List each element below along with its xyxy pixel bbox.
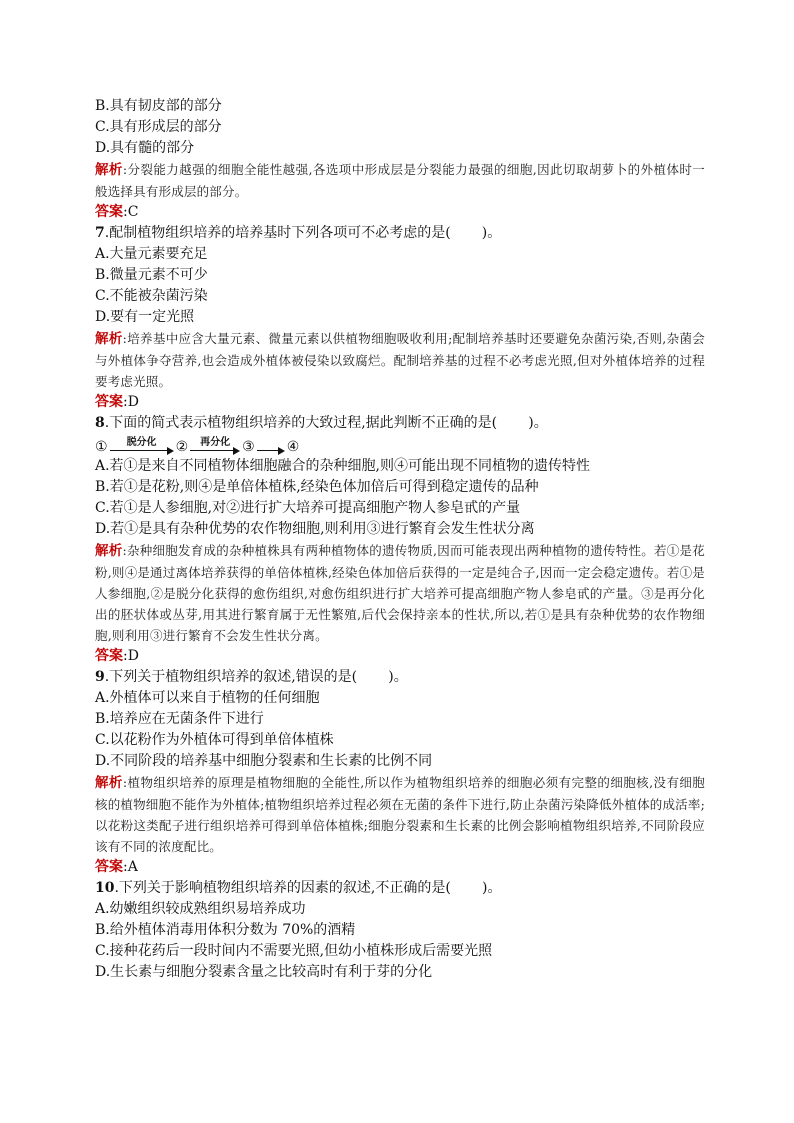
answer-text: :D — [123, 394, 139, 410]
q8-option-d: D.若①是具有杂种优势的农作物细胞,则利用③进行繁育会发生性状分离 — [95, 521, 535, 537]
arrow-right-icon — [278, 447, 285, 455]
q8-option-c: C.若①是人参细胞,对②进行扩大培养可提高细胞产物人参皂甙的产量 — [95, 500, 521, 516]
explanation-label: 解析 — [95, 543, 123, 559]
arrow-right-icon — [233, 447, 240, 455]
question-number: 7 — [95, 225, 105, 241]
q7-option-a: A.大量元素要充足 — [95, 246, 208, 262]
explanation-text: :分裂能力越强的细胞全能性越强,各选项中形成层是分裂能力最强的细胞,因此切取胡萝卜的外植体时一般选择具有形成层的部分。 — [95, 162, 706, 199]
q6-answer — [95, 202, 705, 223]
q6-explanation — [95, 159, 705, 202]
flow-arrow-dedifferentiation — [110, 438, 174, 456]
explanation-label: 解析 — [95, 775, 123, 791]
explanation-label: 解析 — [95, 162, 123, 178]
question-number: 10 — [95, 880, 115, 896]
flow-arrow-redifferentiation — [190, 438, 240, 456]
explanation-text: :植物组织培养的原理是植物细胞的全能性,所以作为植物组织培养的细胞必须有完整的细胞核,没有细胞核的植物细胞不能作为外植体;植物组织培养过程必须在无菌的条件下进行,防止杂菌污染降低外植体的成活率;以花粉这类配子进行组织培养可得到单倍体植株;细胞分裂素和生长素的比例会影响植物组织培养,不同阶段应该有不同的浓度配比。 — [95, 775, 706, 854]
flow-arrow-plain — [257, 438, 285, 456]
q7-stem — [95, 223, 705, 244]
q7-explanation — [95, 328, 705, 392]
q9-option-d: D.不同阶段的培养基中细胞分裂素和生长素的比例不同 — [95, 753, 433, 769]
flow-arrow-label: 再分化 — [200, 437, 231, 448]
answer-text: :A — [123, 859, 138, 875]
q6-option-b: B.具有韧皮部的部分 — [95, 98, 222, 114]
question-text: .下列关于植物组织培养的叙述,错误的是( )。 — [104, 669, 408, 685]
answer-label: 答案 — [95, 394, 123, 410]
question-number: 9 — [95, 669, 105, 685]
q8-option-b: B.若①是花粉,则④是单倍体植株,经染色体加倍后可得到稳定遗传的品种 — [95, 479, 539, 495]
question-number: 8 — [95, 415, 105, 431]
flow-node-2: ② — [175, 439, 189, 455]
explanation-label: 解析 — [95, 331, 123, 347]
q8-option-a: A.若①是来自不同植物体细胞融合的杂种细胞,则④可能出现不同植物的遗传特性 — [95, 458, 591, 474]
document-page — [95, 96, 705, 983]
q10-option-a: A.幼嫩组织较成熟组织易培养成功 — [95, 901, 306, 917]
q9-stem — [95, 667, 705, 688]
q8-answer — [95, 646, 705, 667]
flow-node-1: ① — [95, 439, 108, 455]
flow-node-3: ③ — [242, 439, 255, 455]
answer-label: 答案 — [95, 204, 123, 220]
explanation-text: :培养基中应含大量元素、微量元素以供植物细胞吸收利用;配制培养基时还要避免杂菌污染,否则,杂菌会与外植体争夺营养,也会造成外植体被侵染以致腐烂。配制培养基的过程不必考虑光照,但对外植体培养的过程要考虑光照。 — [95, 331, 705, 389]
answer-text: :C — [123, 204, 139, 220]
flow-arrow-label: 脱分化 — [126, 437, 157, 448]
q10-option-d: D.生长素与细胞分裂素含量之比较高时有利于芽的分化 — [95, 964, 433, 980]
q7-answer — [95, 392, 705, 413]
q8-stem — [95, 413, 705, 434]
q10-stem — [95, 878, 705, 899]
q10-option-b: B.给外植体消毒用体积分数为 70%的酒精 — [95, 922, 356, 938]
explanation-text: :杂种细胞发育成的杂种植株具有两种植物体的遗传物质,因而可能表现出两种植物的遗传特性。若①是花粉,则④是通过离体培养获得的单倍体植株,经染色体加倍后获得的一定是纯合子,因而一定会稳定遗传。若①是人参细胞,②是脱分化获得的愈伤组织,对愈伤组织进行扩大培养可提高细胞产物人参皂甙的产量。③是再分化出的胚状体或丛芽,用其进行繁育属于无性繁殖,后代会保持亲本的性状,所以,若①是具有杂种优势的农作物细胞,则利用③进行繁育不会发生性状分离。 — [95, 543, 705, 643]
q9-answer — [95, 857, 705, 878]
q9-option-b: B.培养应在无菌条件下进行 — [95, 711, 264, 727]
question-text: .下列关于影响植物组织培养的因素的叙述,不正确的是( )。 — [114, 880, 502, 896]
q6-option-d: D.具有髓的部分 — [95, 140, 195, 156]
q7-option-c: C.不能被杂菌污染 — [95, 288, 208, 304]
q10-option-c: C.接种花药后一段时间内不需要光照,但幼小植株形成后需要光照 — [95, 943, 493, 959]
q8-explanation — [95, 540, 705, 646]
arrow-right-icon — [167, 447, 174, 455]
q7-option-d: D.要有一定光照 — [95, 309, 195, 325]
question-text: .配制植物组织培养的培养基时下列各项可不必考虑的是( )。 — [104, 225, 502, 241]
q6-option-c: C.具有形成层的部分 — [95, 119, 222, 135]
q9-option-c: C.以花粉作为外植体可得到单倍体植株 — [95, 732, 334, 748]
q9-explanation — [95, 772, 705, 857]
q7-option-b: B.微量元素不可少 — [95, 267, 208, 283]
answer-label: 答案 — [95, 648, 123, 664]
q9-option-a: A.外植体可以来自于植物的任何细胞 — [95, 690, 320, 706]
answer-text: :D — [123, 648, 139, 664]
flow-node-4: ④ — [286, 439, 300, 455]
question-text: .下面的简式表示植物组织培养的大致过程,据此判断不正确的是( )。 — [104, 415, 548, 431]
q8-process-flow — [95, 434, 705, 456]
answer-label: 答案 — [95, 859, 123, 875]
